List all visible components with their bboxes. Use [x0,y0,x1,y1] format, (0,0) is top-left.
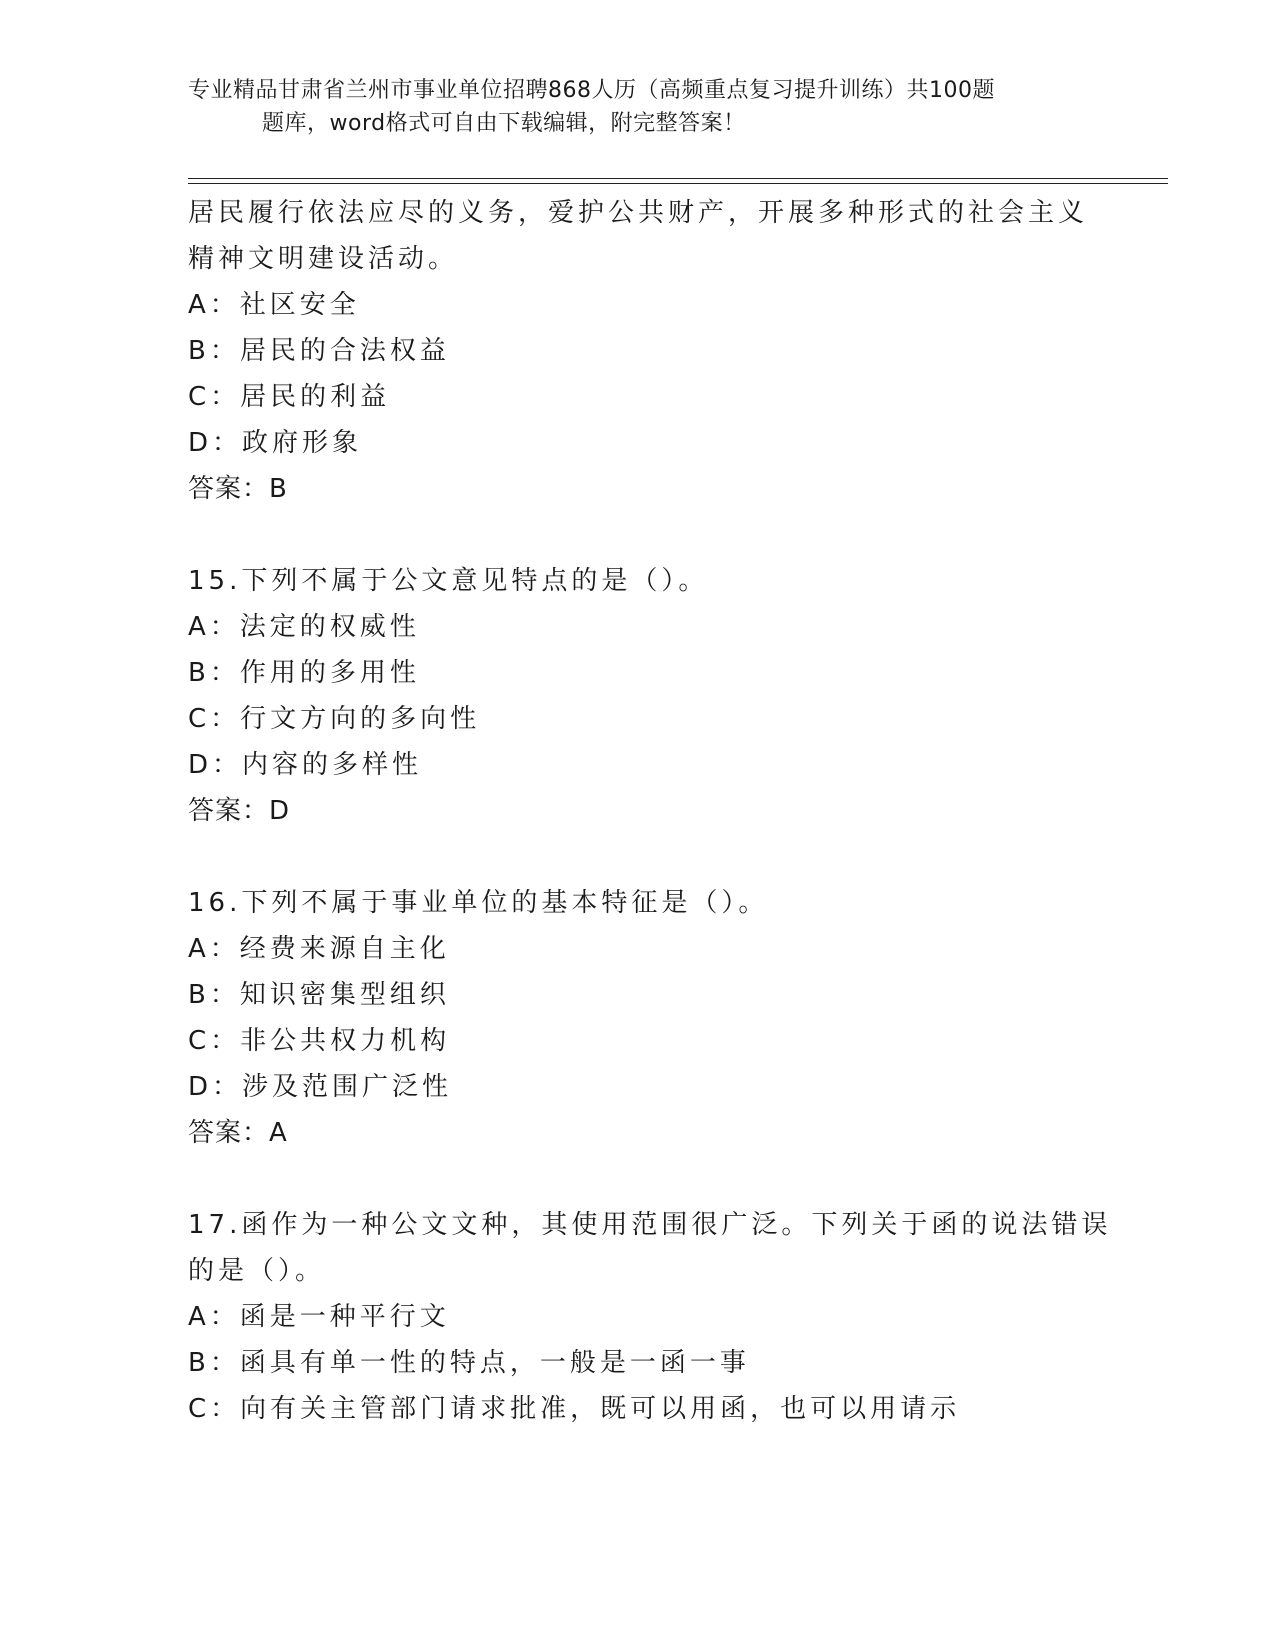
answer-line: 答案：A [188,1118,288,1148]
option-c: C：非公共权力机构 [188,1026,451,1056]
answer-line: 答案：D [188,796,291,826]
option-c: C：居民的利益 [188,382,391,412]
option-d: D：内容的多样性 [188,750,423,780]
option-d: D：政府形象 [188,428,363,458]
option-a: A：函是一种平行文 [188,1302,450,1332]
option-d: D：涉及范围广泛性 [188,1072,453,1102]
option-a: A：经费来源自主化 [188,934,450,964]
header-divider-top [188,178,1168,179]
question-16 [188,880,1088,1156]
option-a: A：法定的权威性 [188,612,420,642]
option-b: B：居民的合法权益 [188,336,450,366]
header-divider-bottom [188,183,1168,184]
question-stem: 居民履行依法应尽的义务，爱护公共财产，开展多种形式的社会主义 [188,198,1089,228]
option-b: B：函具有单一性的特点，一般是一函一事 [188,1348,750,1378]
option-c: C：行文方向的多向性 [188,704,481,734]
document-header [188,74,1088,140]
question-stem: 17.函作为一种公文文种，其使用范围很广泛。下列关于函的说法错误 [188,1210,1112,1240]
option-b: B：作用的多用性 [188,658,420,688]
header-title-line1: 专业精品甘肃省兰州市事业单位招聘868人历（高频重点复习提升训练）共100题 [188,78,995,103]
spacer [188,1156,1088,1202]
option-c: C：向有关主管部门请求批准，既可以用函，也可以用请示 [188,1394,961,1424]
question-15 [188,558,1088,834]
question-stem: 16.下列不属于事业单位的基本特征是（）。 [188,888,769,918]
answer-line: 答案：B [188,474,288,504]
question-list [188,190,1112,1432]
question-stem: 精神文明建设活动。 [188,244,459,274]
question-14 [188,190,1088,512]
question-17 [188,1202,1112,1432]
question-stem: 的是（）。 [188,1256,326,1286]
option-b: B：知识密集型组织 [188,980,450,1010]
spacer [188,834,1088,880]
spacer [188,512,1088,558]
header-title-line2: 题库，word格式可自由下载编辑，附完整答案！ [262,111,746,136]
option-a: A：社区安全 [188,290,360,320]
question-stem: 15.下列不属于公文意见特点的是（）。 [188,566,709,596]
